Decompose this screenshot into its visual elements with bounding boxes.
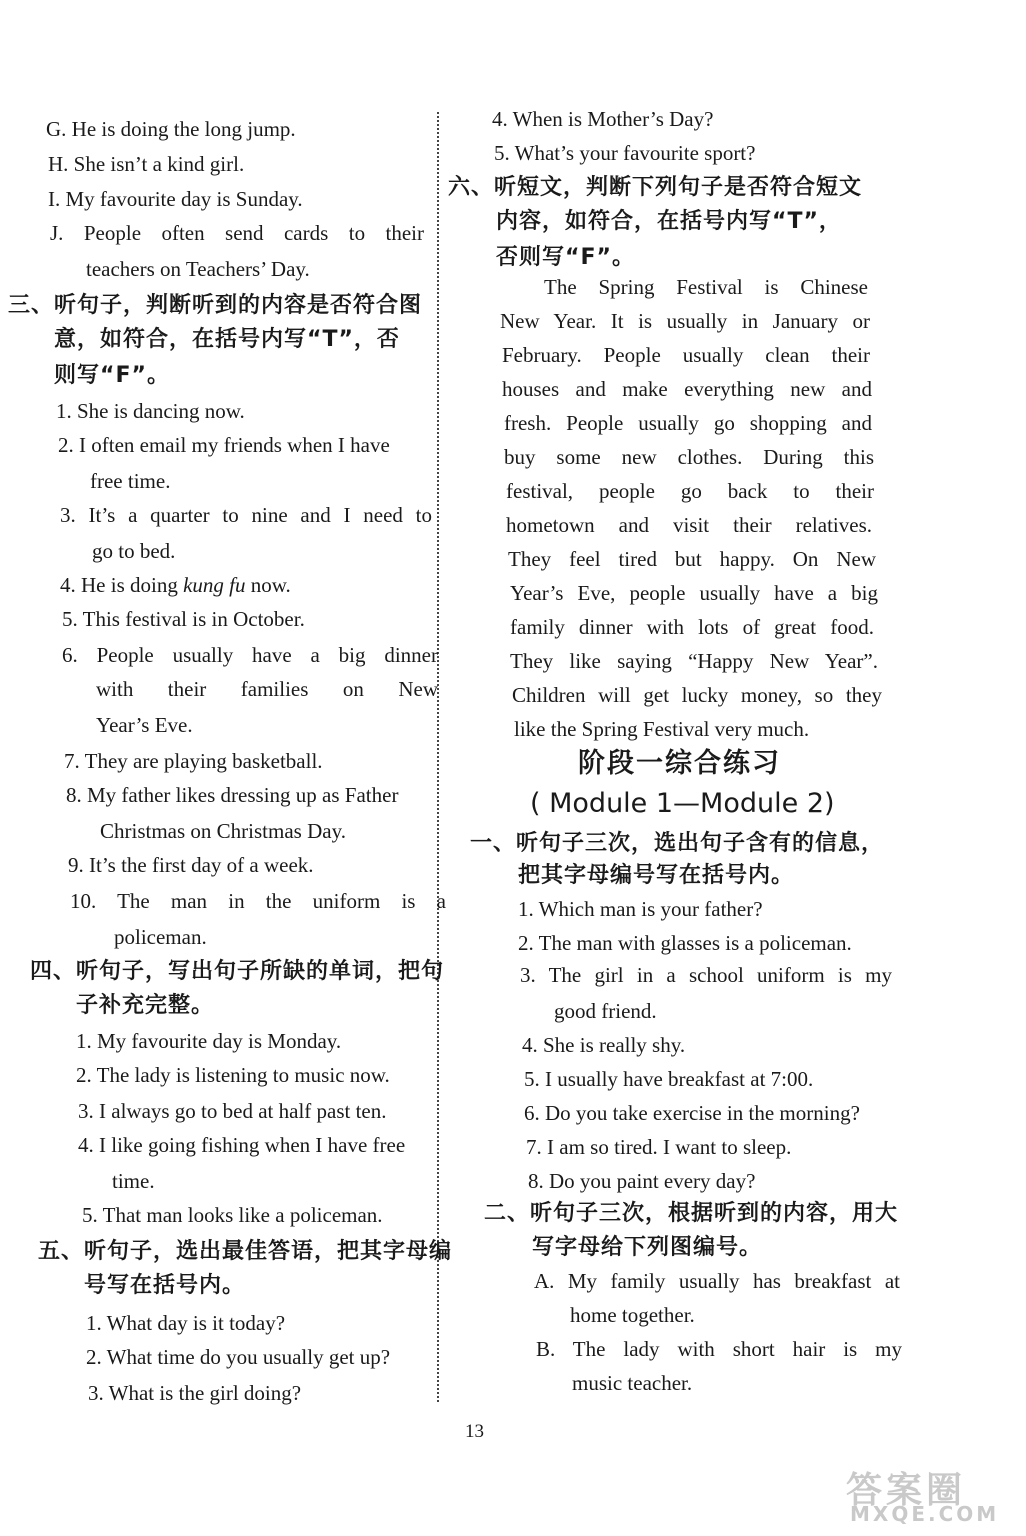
passage-line: festival, people go back to their <box>506 479 874 503</box>
part-2-heading-cont: 写字母给下列图编号。 <box>532 1235 763 1260</box>
stage-subtitle: ( Module 1—Module 2) <box>530 788 835 819</box>
s4-item-4-cont: time. <box>112 1169 155 1193</box>
passage-line: They feel tired but happy. On New <box>508 547 876 571</box>
section-3-heading: 三、听句子，判断听到的内容是否符合图 <box>8 293 423 318</box>
watermark-bottom: MXQE.COM <box>850 1502 1000 1526</box>
part-1-heading-cont: 把其字母编号写在括号内。 <box>518 863 795 888</box>
passage-line: fresh. People usually go shopping and <box>504 411 872 435</box>
s3-item-3-cont: go to bed. <box>92 539 176 563</box>
s3-item-9: 9. It’s the first day of a week. <box>68 853 314 877</box>
kung-fu-italic: kung fu <box>183 573 246 597</box>
s3-item-8: 8. My father likes dressing up as Father <box>66 783 399 807</box>
section-6-heading: 六、听短文，判断下列句子是否符合短文 <box>448 175 863 200</box>
passage-line: family dinner with lots of great food. <box>510 615 874 639</box>
section-6-heading-cont: 否则写“F”。 <box>496 245 635 270</box>
s4-item-1: 1. My favourite day is Monday. <box>76 1029 342 1053</box>
part-2-heading: 二、听句子三次，根据听到的内容，用大 <box>484 1201 899 1226</box>
s3-item-4: 4. He is doing kung fu now. <box>60 573 291 597</box>
part-1-heading: 一、听句子三次，选出句子含有的信息， <box>470 831 885 856</box>
s4-item-2: 2. The lady is listening to music now. <box>76 1063 390 1087</box>
passage-line: hometown and visit their relatives. <box>506 513 872 537</box>
passage-line: Year’s Eve, people usually have a big <box>510 581 878 605</box>
passage-line: New Year. It is usually in January or <box>500 309 870 333</box>
p1-item-3-cont: good friend. <box>554 999 657 1023</box>
passage-line: The Spring Festival is Chinese <box>544 275 868 299</box>
s5-item-4: 4. When is Mother’s Day? <box>492 107 714 131</box>
p1-item-6: 6. Do you take exercise in the morning? <box>524 1101 860 1125</box>
s5-item-1: 1. What day is it today? <box>86 1311 286 1335</box>
option-i: I. My favourite day is Sunday. <box>48 187 303 211</box>
p1-item-4: 4. She is really shy. <box>522 1033 686 1057</box>
option-j-cont: teachers on Teachers’ Day. <box>86 257 310 281</box>
section-4-heading: 四、听句子，写出句子所缺的单词，把句 <box>30 959 445 984</box>
passage-line: buy some new clothes. During this <box>504 445 874 469</box>
s4-item-4: 4. I like going fishing when I have free <box>78 1133 406 1157</box>
s3-item-10: 10. The man in the uniform is a <box>70 889 446 913</box>
s4-item-5: 5. That man looks like a policeman. <box>82 1203 383 1227</box>
s5-item-2: 2. What time do you usually get up? <box>86 1345 391 1369</box>
section-3-heading-cont: 意，如符合，在括号内写“T”，否 <box>54 327 400 352</box>
column-divider <box>437 112 439 1402</box>
passage-line: Children will get lucky money, so they <box>512 683 882 707</box>
section-3-heading-cont: 则写“F”。 <box>54 363 170 388</box>
p2-item-b: B. The lady with short hair is my <box>536 1337 902 1361</box>
watermark-top: 答案圈 <box>846 1470 967 1511</box>
s3-item-2: 2. I often email my friends when I have <box>58 433 390 457</box>
watermark-logo <box>840 1462 1018 1530</box>
s3-item-2-cont: free time. <box>90 469 171 493</box>
p1-item-8: 8. Do you paint every day? <box>528 1169 756 1193</box>
p1-item-7: 7. I am so tired. I want to sleep. <box>526 1135 792 1159</box>
p2-item-a-cont: home together. <box>570 1303 695 1327</box>
s3-item-3: 3. It’s a quarter to nine and I need to <box>60 503 432 527</box>
p1-item-2: 2. The man with glasses is a policeman. <box>518 931 852 955</box>
stage-title: 阶段一综合练习 <box>578 748 781 779</box>
s3-item-6-cont: Year’s Eve. <box>96 713 193 737</box>
p2-item-b-cont: music teacher. <box>572 1371 693 1395</box>
s3-item-10-cont: policeman. <box>114 925 207 949</box>
option-g: G. He is doing the long jump. <box>46 117 296 141</box>
p1-item-3: 3. The girl in a school uniform is my <box>520 963 892 987</box>
option-h: H. She isn’t a kind girl. <box>48 152 245 176</box>
page-number: 13 <box>465 1421 484 1442</box>
p1-item-1: 1. Which man is your father? <box>518 897 763 921</box>
passage-line: February. People usually clean their <box>502 343 870 367</box>
option-j: J. People often send cards to their <box>50 221 424 245</box>
p1-item-5: 5. I usually have breakfast at 7:00. <box>524 1067 814 1091</box>
passage-line: They like saying “Happy New Year”. <box>510 649 878 673</box>
section-5-heading-cont: 号写在括号内。 <box>84 1273 246 1298</box>
section-5-heading: 五、听句子，选出最佳答语，把其字母编 <box>38 1239 453 1264</box>
s5-item-5: 5. What’s your favourite sport? <box>494 141 756 165</box>
s5-item-3: 3. What is the girl doing? <box>88 1381 302 1405</box>
s3-item-8-cont: Christmas on Christmas Day. <box>100 819 346 843</box>
s3-item-1: 1. She is dancing now. <box>56 399 245 423</box>
s4-item-3: 3. I always go to bed at half past ten. <box>78 1099 387 1123</box>
s3-item-6: 6. People usually have a big dinner <box>62 643 438 667</box>
s3-item-5: 5. This festival is in October. <box>62 607 305 631</box>
passage-line: like the Spring Festival very much. <box>514 717 810 741</box>
passage-line: houses and make everything new and <box>502 377 872 401</box>
s3-item-7: 7. They are playing basketball. <box>64 749 323 773</box>
section-4-heading-cont: 子补充完整。 <box>76 993 215 1018</box>
s3-item-6-cont: with their families on New <box>96 677 438 701</box>
p2-item-a: A. My family usually has breakfast at <box>534 1269 900 1293</box>
section-6-heading-cont: 内容，如符合，在括号内写“T”， <box>496 209 842 234</box>
